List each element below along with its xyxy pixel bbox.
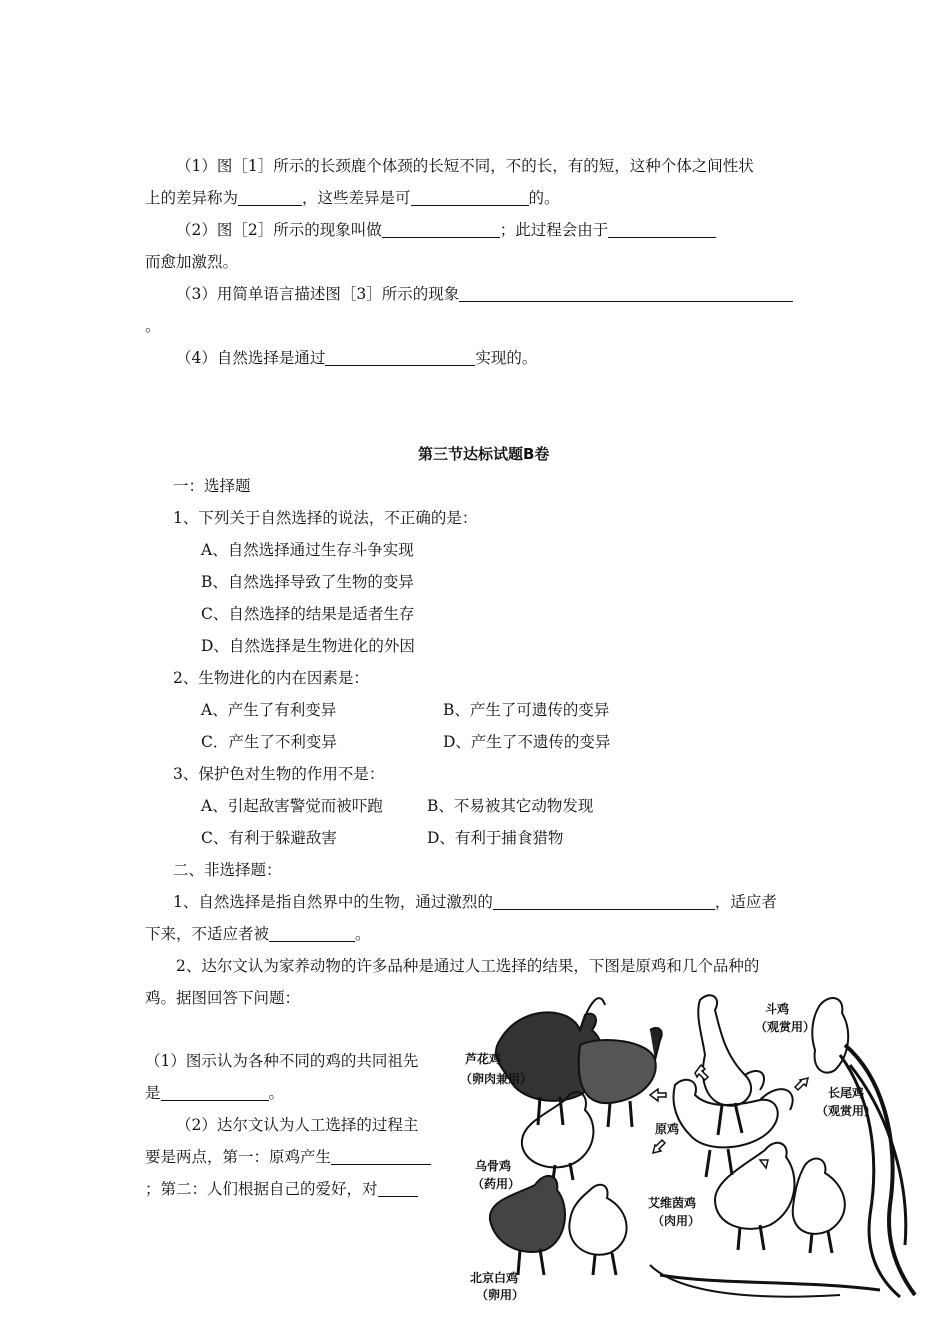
choice-q2-option-b[interactable]: B、产生了可遗传的变异 — [443, 701, 610, 719]
label-wugu-use: （药用） — [472, 1177, 521, 1191]
choice-q2-option-a[interactable]: A、产生了有利变异 — [201, 701, 337, 719]
arrow-up-left-icon — [695, 1065, 708, 1080]
q2-line-b: 而愈加激烈。 — [145, 253, 239, 271]
choice-q1-option-a[interactable]: A、自然选择通过生存斗争实现 — [201, 541, 414, 559]
label-changwei: 长尾鸡 — [828, 1086, 865, 1100]
choice-q2-option-c[interactable]: C．产生了不利变异 — [201, 733, 337, 751]
answer-blank[interactable] — [459, 285, 793, 302]
answer-blank[interactable] — [238, 189, 302, 206]
choice-q1-stem: 1、下列关于自然选择的说法，不正确的是： — [173, 509, 478, 527]
label-changwei-use: （观赏用） — [816, 1104, 877, 1118]
choice-q2-stem: 2、生物进化的内在因素是： — [173, 669, 369, 687]
answer-blank[interactable] — [411, 189, 529, 206]
q2-line-a: （2）图［2］所示的现象叫做 ；此过程会由于 — [176, 219, 716, 241]
answer-blank[interactable] — [325, 349, 475, 366]
choice-q2-option-d[interactable]: D、产生了不遗传的变异 — [443, 733, 611, 751]
douji-chicken-illustration — [698, 995, 764, 1135]
choice-q3-stem: 3、保护色对生物的作用不是： — [173, 765, 385, 783]
sub-q2-line-a: （2）达尔文认为人工选择的过程主 — [176, 1116, 419, 1134]
label-douji: 斗鸡 — [765, 1002, 790, 1016]
arrow-up-right-icon — [795, 1078, 808, 1090]
wugu-chicken-illustration — [522, 1092, 594, 1180]
choice-q3-option-d[interactable]: D、有利于捕食猎物 — [427, 829, 564, 847]
nonchoice-q2-line-b: 鸡。据图回答下问题： — [145, 989, 301, 1007]
sub-q2-line-b: 要是两点，第一：原鸡产生 — [145, 1146, 431, 1168]
nonchoice-q1-line-a: 1、自然选择是指自然界中的生物，通过激烈的 ，适应者 — [173, 893, 777, 911]
label-aiwei-use: （肉用） — [652, 1214, 701, 1228]
answer-blank[interactable] — [161, 1084, 269, 1101]
arrow-down-left-icon — [653, 1140, 665, 1153]
chicken-breeds-figure — [460, 985, 925, 1303]
choice-heading: 一：选择题 — [173, 477, 251, 495]
answer-blank[interactable] — [493, 893, 715, 910]
label-aiwei: 艾维茵鸡 — [648, 1196, 697, 1210]
arrow-down-right-icon — [760, 1160, 768, 1168]
answer-blank[interactable] — [608, 221, 716, 238]
label-yuanji: 原鸡 — [655, 1122, 680, 1136]
nonchoice-q2-line-a: 2、达尔文认为家养动物的许多品种是通过人工选择的结果，下图是原鸡和几个品种的 — [176, 957, 760, 975]
q1-line-b: 上的差异称为 ，这些差异是可 的。 — [145, 189, 560, 207]
label-beijing: 北京白鸡 — [470, 1271, 519, 1285]
q3-line-a: （3）用简单语言描述图［3］所示的现象 — [176, 283, 793, 305]
choice-q1-option-d[interactable]: D、自然选择是生物进化的外因 — [201, 637, 415, 655]
choice-q3-option-c[interactable]: C、有利于躲避敌害 — [201, 829, 337, 847]
luhua-chicken-illustration — [496, 998, 662, 1127]
answer-blank[interactable] — [382, 221, 500, 238]
choice-q3-option-b[interactable]: B、不易被其它动物发现 — [427, 797, 594, 815]
sub-q1-line-a: （1）图示认为各种不同的鸡的共同祖先 — [145, 1052, 419, 1070]
sub-q1-line-b: 是 。 — [145, 1084, 285, 1102]
arrow-left-icon — [650, 1089, 666, 1101]
label-douji-use: （观赏用） — [755, 1020, 816, 1034]
label-beijing-use: （卵用） — [476, 1288, 525, 1302]
answer-blank[interactable] — [269, 925, 355, 942]
section-title: 第三节达标试题B卷 — [418, 445, 550, 463]
nonchoice-heading: 二、非选择题： — [173, 861, 282, 879]
label-luhua-use: （卵肉兼用） — [460, 1072, 533, 1086]
answer-blank[interactable] — [331, 1148, 431, 1165]
label-wugu: 乌骨鸡 — [475, 1159, 512, 1173]
q1-line-a: （1）图［1］所示的长颈鹿个体颈的长短不同，不的长，有的短，这种个体之间性状 — [176, 157, 754, 175]
q4-line: （4）自然选择是通过 实现的。 — [176, 349, 538, 367]
answer-blank[interactable] — [378, 1180, 418, 1197]
choice-q3-option-a[interactable]: A、引起敌害警觉而被吓跑 — [201, 797, 383, 815]
sub-q2-line-c: ；第二：人们根据自己的爱好，对 — [145, 1178, 418, 1200]
changwei-chicken-illustration — [812, 998, 915, 1297]
label-luhua: 芦花鸡 — [465, 1052, 502, 1066]
choice-q1-option-b[interactable]: B、自然选择导致了生物的变异 — [201, 573, 414, 591]
nonchoice-q1-line-b: 下来，不适应者被 。 — [145, 925, 371, 943]
yuanji-chicken-illustration — [673, 1080, 792, 1177]
q3-line-b: 。 — [145, 317, 161, 335]
choice-q1-option-c[interactable]: C、自然选择的结果是适者生存 — [201, 605, 415, 623]
